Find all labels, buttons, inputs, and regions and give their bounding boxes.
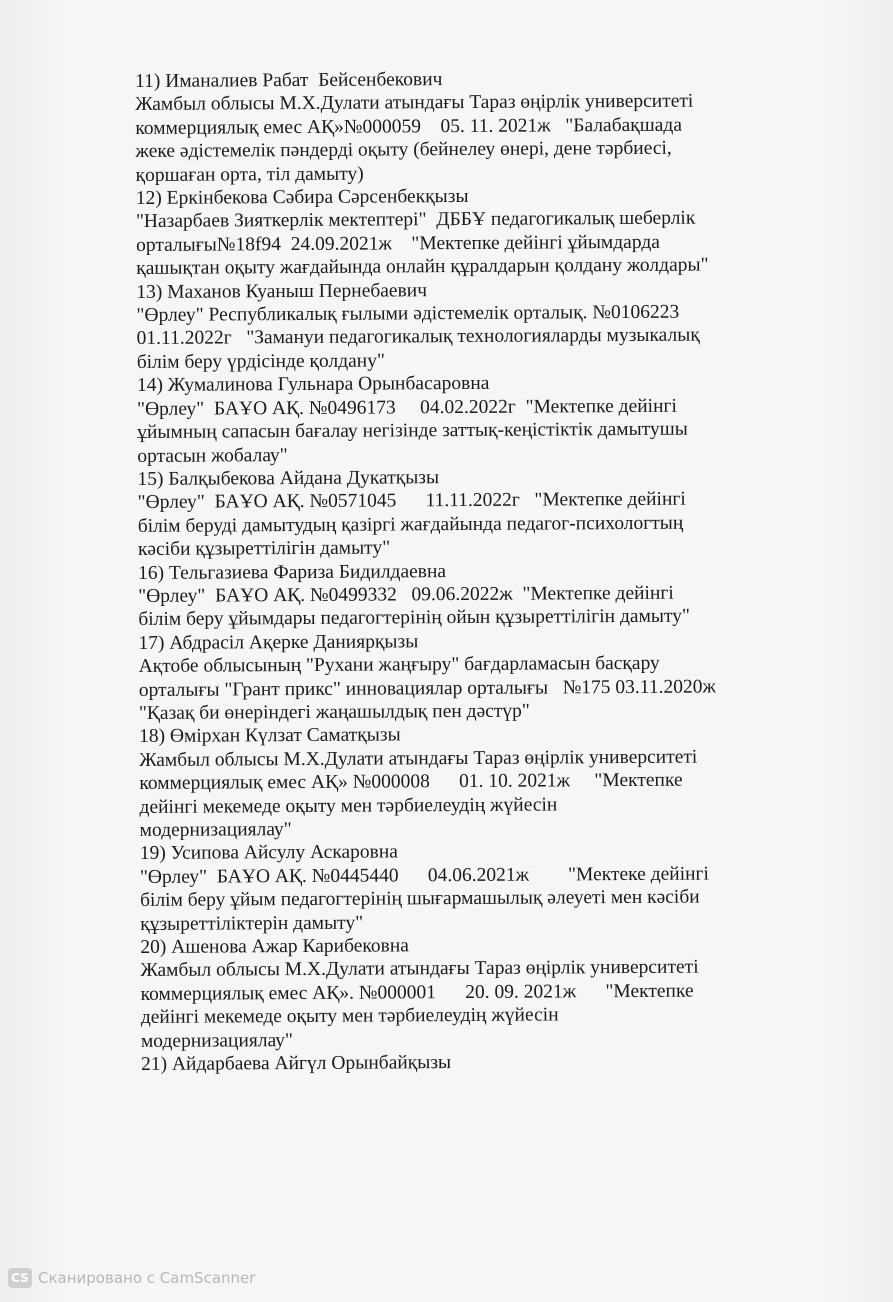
entry-21-name: 21) Айдарбаева Айгүл Орынбайқызы [141,1052,452,1076]
entry-19-topic-cont: құзыреттіліктерін дамыту" [140,912,364,935]
entry-13-name: 13) Маханов Куаныш Пернебаевич [136,279,428,303]
entry-20-cert: коммерциялық емес АҚ». №000001 20. 09. 2021ж "Мектепке [140,980,694,1005]
entry-19-cert: "Өрлеу" БАҰО АҚ. №0445440 04.06.2021ж "Мектеке дейінгі [139,863,710,888]
entry-20-name: 20) Ашенова Ажар Карибековна [140,935,409,959]
entry-13-cert: 01.11.2022г "Замануи педагогикалық технологияларды музыкалық [136,325,700,350]
entry-18-org: Жамбыл облысы М.Х.Дулати атындағы Тараз өңірлік университеті [139,746,698,771]
entry-20-org: Жамбыл облысы М.Х.Дулати атындағы Тараз өңірлік университеті [140,957,699,982]
entry-20-topic: дейінгі мекемеде оқыту мен тәрбиелеудің жүйесін [140,1004,559,1029]
entry-19-name: 19) Усипова Айсулу Аскаровна [139,841,398,865]
entry-12-org: "Назарбаев Зияткерлік мектептері" ДББҰ педагогикалық шеберлік [135,208,696,233]
entry-11-org: Жамбыл облысы М.Х.Дулати атындағы Тараз өңірлік университеті [135,90,694,116]
entry-17-cert: орталығы "Грант прикс" инновациялар орталығы №175 03.11.2020ж [138,676,716,701]
entry-18-cert: коммерциялық емес АҚ» №000008 01. 10. 2021ж "Мектепке [139,769,683,795]
entry-12-cert: орталығы№18f94 24.09.2021ж "Мектепке дейінгі ұйымдарда [136,231,660,256]
entry-19-topic: білім беру ұйым педагогтерінің шығармашылық әлеуеті мен кәсіби [140,886,700,912]
entry-16-topic: білім беру ұйымдары педагогтерінің ойын құзыреттілігін дамыту" [138,605,691,631]
entry-14-topic: ұйымның сапасын бағалау негізінде заттық-кеңістіктік дамытушы [137,418,688,444]
camscanner-logo-icon: CS [8,1268,32,1288]
entry-12-topic: қашықтан оқыту жағдайында онлайн құралдарын қолдану жолдары" [136,254,709,280]
entry-11-cert: коммерциялық емес АҚ»№000059 05. 11. 2021ж "Балабақшада [135,114,683,139]
entry-17-org: Ақтобе облысының "Рухани жаңғыру" бағдарламасын басқару [138,652,660,678]
entry-15-topic-cont: кәсіби құзыреттілігін дамыту" [137,537,391,561]
entry-14-topic-cont: ортасын жобалау" [137,444,288,467]
entry-15-name: 15) Балқыбекова Айдана Дукатқызы [137,467,440,490]
entry-13-org: "Өрлеу" Республикалық ғылыми әдістемелік орталық. №0106223 [136,301,680,327]
scanner-watermark [8,1268,255,1288]
entry-18-topic: дейінгі мекемеде оқыту мен тәрбиелеудің жүйесін [139,794,558,818]
entry-18-topic-cont: модернизациялау" [139,819,292,841]
entry-11-topic-cont: қоршаған орта, тіл дамыту) [135,163,364,186]
entry-11-topic: жеке әдістемелік пәндерді оқыту (бейнелеу өнері, дене тәрбиесі, [135,137,672,163]
document-body [135,66,781,1076]
entry-20-topic-cont: модернизациялау" [140,1029,294,1052]
entry-16-name: 16) Тельгазиева Фариза Бидилдаевна [138,560,447,584]
entry-16-cert: "Өрлеу" БАҰО АҚ. №0499332 09.06.2022ж "Мектепке дейінгі [138,582,674,607]
entry-15-cert: "Өрлеу" БАҰО АҚ. №0571045 11.11.2022г "Мектепке дейінгі [137,488,686,514]
scanner-watermark-text: Сканировано с CamScanner [38,1269,256,1287]
entry-18-name: 18) Өмірхан Күлзат Саматқызы [139,724,401,748]
entry-11-name: 11) Иманалиев Рабат Бейсенбекович [135,69,443,92]
entry-14-name: 14) Жумалинова Гульнара Орынбасаровна [136,373,490,397]
entry-17-topic: "Қазақ би өнеріндегі жаңашылдық пен дәстүр" [138,700,530,724]
entry-17-name: 17) Абдрасіл Ақерке Даниярқызы [138,631,419,654]
entry-13-topic: білім беру үрдісінде қолдану" [136,350,385,373]
entry-15-topic: білім беруді дамытудың қазіргі жағдайында педагог-психологтың [137,512,684,537]
entry-14-cert: "Өрлеу" БАҰО АҚ. №0496173 04.02.2022г "Мектепке дейінгі [137,395,677,420]
entry-12-name: 12) Еркінбекова Сәбира Сәрсенбекқызы [135,185,469,210]
